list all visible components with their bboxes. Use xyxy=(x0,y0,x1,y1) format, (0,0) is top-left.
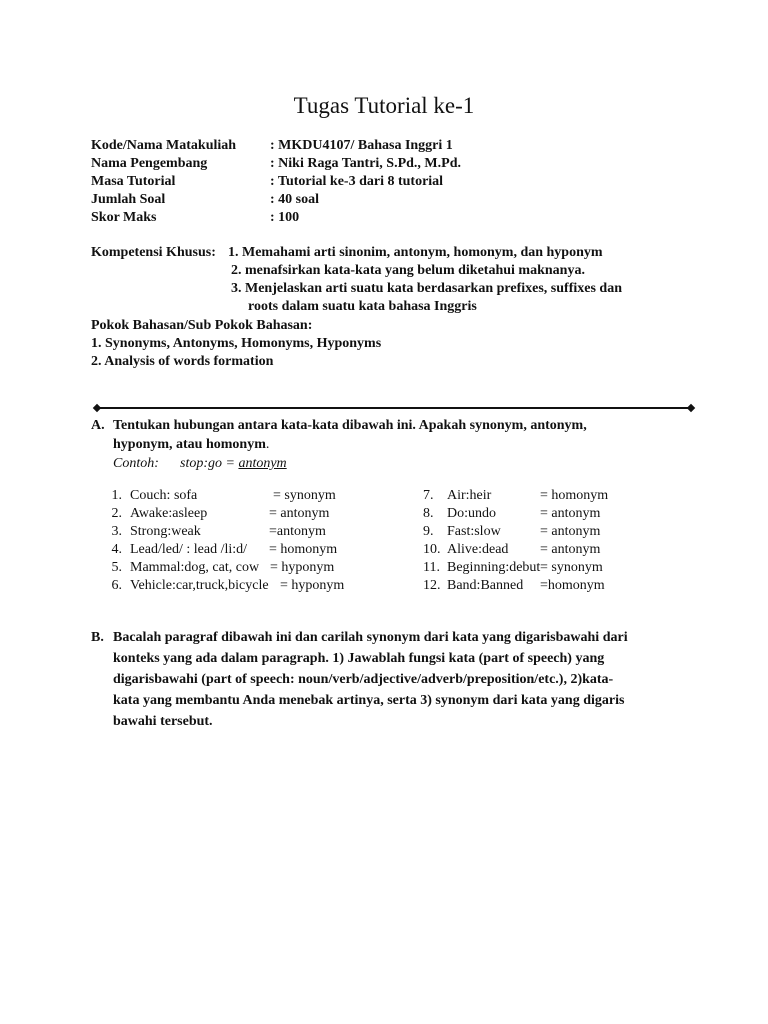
info-value: : 40 soal xyxy=(270,192,319,207)
section-b-line: digarisbawahi (part of speech: noun/verb/adjective/adverb/preposition/etc.), 2)kata- xyxy=(113,672,614,687)
pokok-bahasan xyxy=(91,317,381,371)
info-row xyxy=(91,137,691,155)
info-label: Masa Tutorial xyxy=(91,174,176,189)
info-value: : Tutorial ke-3 dari 8 tutorial xyxy=(270,174,444,189)
divider-right-end xyxy=(687,404,695,412)
kompetensi-label: Kompetensi Khusus: xyxy=(91,245,216,260)
kompetensi-item: 2. menafsirkan kata-kata yang belum diketahui maknanya. xyxy=(231,263,585,278)
info-row xyxy=(91,209,691,227)
section-b-line: bawahi tersebut. xyxy=(113,714,213,729)
section-a-letter: A. xyxy=(91,418,105,433)
kompetensi-khusus xyxy=(91,244,622,316)
page-title: Tugas Tutorial ke-1 xyxy=(293,93,475,118)
divider-left-end xyxy=(93,404,101,412)
kompetensi-item: 1. Memahami arti sinonim, antonym, homonym, dan hyponym xyxy=(228,245,603,260)
example-answer: antonym xyxy=(238,456,287,471)
info-label: Nama Pengembang xyxy=(91,156,208,171)
kompetensi-item: 3. Menjelaskan arti suatu kata berdasarkan prefixes, suffixes dan xyxy=(231,281,622,296)
section-b-line: konteks yang ada dalam paragraph. 1) Jawablah fungsi kata (part of speech) yang xyxy=(113,651,605,666)
section-b-letter: B. xyxy=(91,630,104,645)
info-label: Skor Maks xyxy=(91,210,157,225)
info-value: : Niki Raga Tantri, S.Pd., M.Pd. xyxy=(270,156,461,171)
pokok-heading: Pokok Bahasan/Sub Pokok Bahasan: xyxy=(91,318,313,333)
info-row xyxy=(91,173,691,191)
info-label: Kode/Nama Matakuliah xyxy=(91,138,237,153)
info-row xyxy=(91,191,691,209)
pokok-item: 1. Synonyms, Antonyms, Homonyms, Hyponyms xyxy=(91,336,382,351)
pokok-item: 2. Analysis of words formation xyxy=(91,354,274,369)
section-a-instruction: Tentukan hubungan antara kata-kata dibawah ini. Apakah synonym, antonym, xyxy=(113,418,587,433)
info-value: : MKDU4107/ Bahasa Inggri 1 xyxy=(270,138,453,153)
example-pair: stop:go = xyxy=(180,456,239,471)
course-info xyxy=(91,137,691,227)
info-value: : 100 xyxy=(270,210,300,225)
example-label: Contoh: xyxy=(113,456,159,471)
section-a-instruction: hyponym, atau homonym xyxy=(113,437,266,452)
section-divider xyxy=(97,407,691,409)
info-row xyxy=(91,155,691,173)
info-label: Jumlah Soal xyxy=(91,192,166,207)
section-b-line: kata yang membantu Anda menebak artinya, serta 3) synonym dari kata yang digaris xyxy=(113,693,625,708)
section-a-instruction-end: . xyxy=(265,437,270,452)
example xyxy=(113,456,287,472)
kompetensi-item-continued: roots dalam suatu kata bahasa Inggris xyxy=(248,299,477,314)
section-b-line: Bacalah paragraf dibawah ini dan carilah synonym dari kata yang digarisbawahi dari xyxy=(113,630,628,645)
document-page: Tugas Tutorial ke-1 Kode/Nama Matakuliah : MKDU4107/ Bahasa Inggri 1 Nama Pengembang : Niki Raga Tantri, S.Pd., M.Pd. Masa Tutorial : Tutorial ke-3 dari 8 tutorial Jumlah Soal : 40 soal Skor Maks : 100 Kompetensi Khusus: 1. Memahami arti sinonim, antonym, homonym, dan hyponym 2. menafsirkan kata-kata yang belum diketahui maknanya. 3. Menjelaskan arti suatu kata berdasarkan prefixes, suffixes dan roots dalam suatu kata bahasa Inggris Pokok Bahasan/Sub Pokok Bahasan: 1. Synonyms, Antonyms, Homonyms, Hyponyms 2. Analysis of words formation A. Tentukan hubungan antara kata-kata dibawah ini. Apakah synonym, antonym, hyponym, atau homonym. Contoh: stop:go = antonym 1. Couch: sofa = synonym 2. Awake:asleep = antonym 3. Strong:weak =antonym 4. Lead/led/ : lead /li:d/ = homonym 5. Mammal:dog, cat, cow = hyponym 6. Vehicle:car,truck,bicycle = hyponym 7. Air:heir = homonym 8. Do:undo = antonym 9. Fast:slow = antonym 10. Alive:dead = antonym 11. Beginning:debut = synonym 12. Band:Banned =homonym B. Bacalah paragraf dibawah ini dan carilah synonym dari kata yang digarisbawahi dari konteks yang ada dalam paragraph. 1) Jawablah fungsi kata (part of speech) yang digarisbawahi (part of speech: noun/verb/adjective/adverb/preposition/etc.), 2)kata- kata yang membantu Anda menebak artinya, serta 3) synonym dari kata yang digaris bawahi tersebut. xyxy=(0,0,768,1024)
